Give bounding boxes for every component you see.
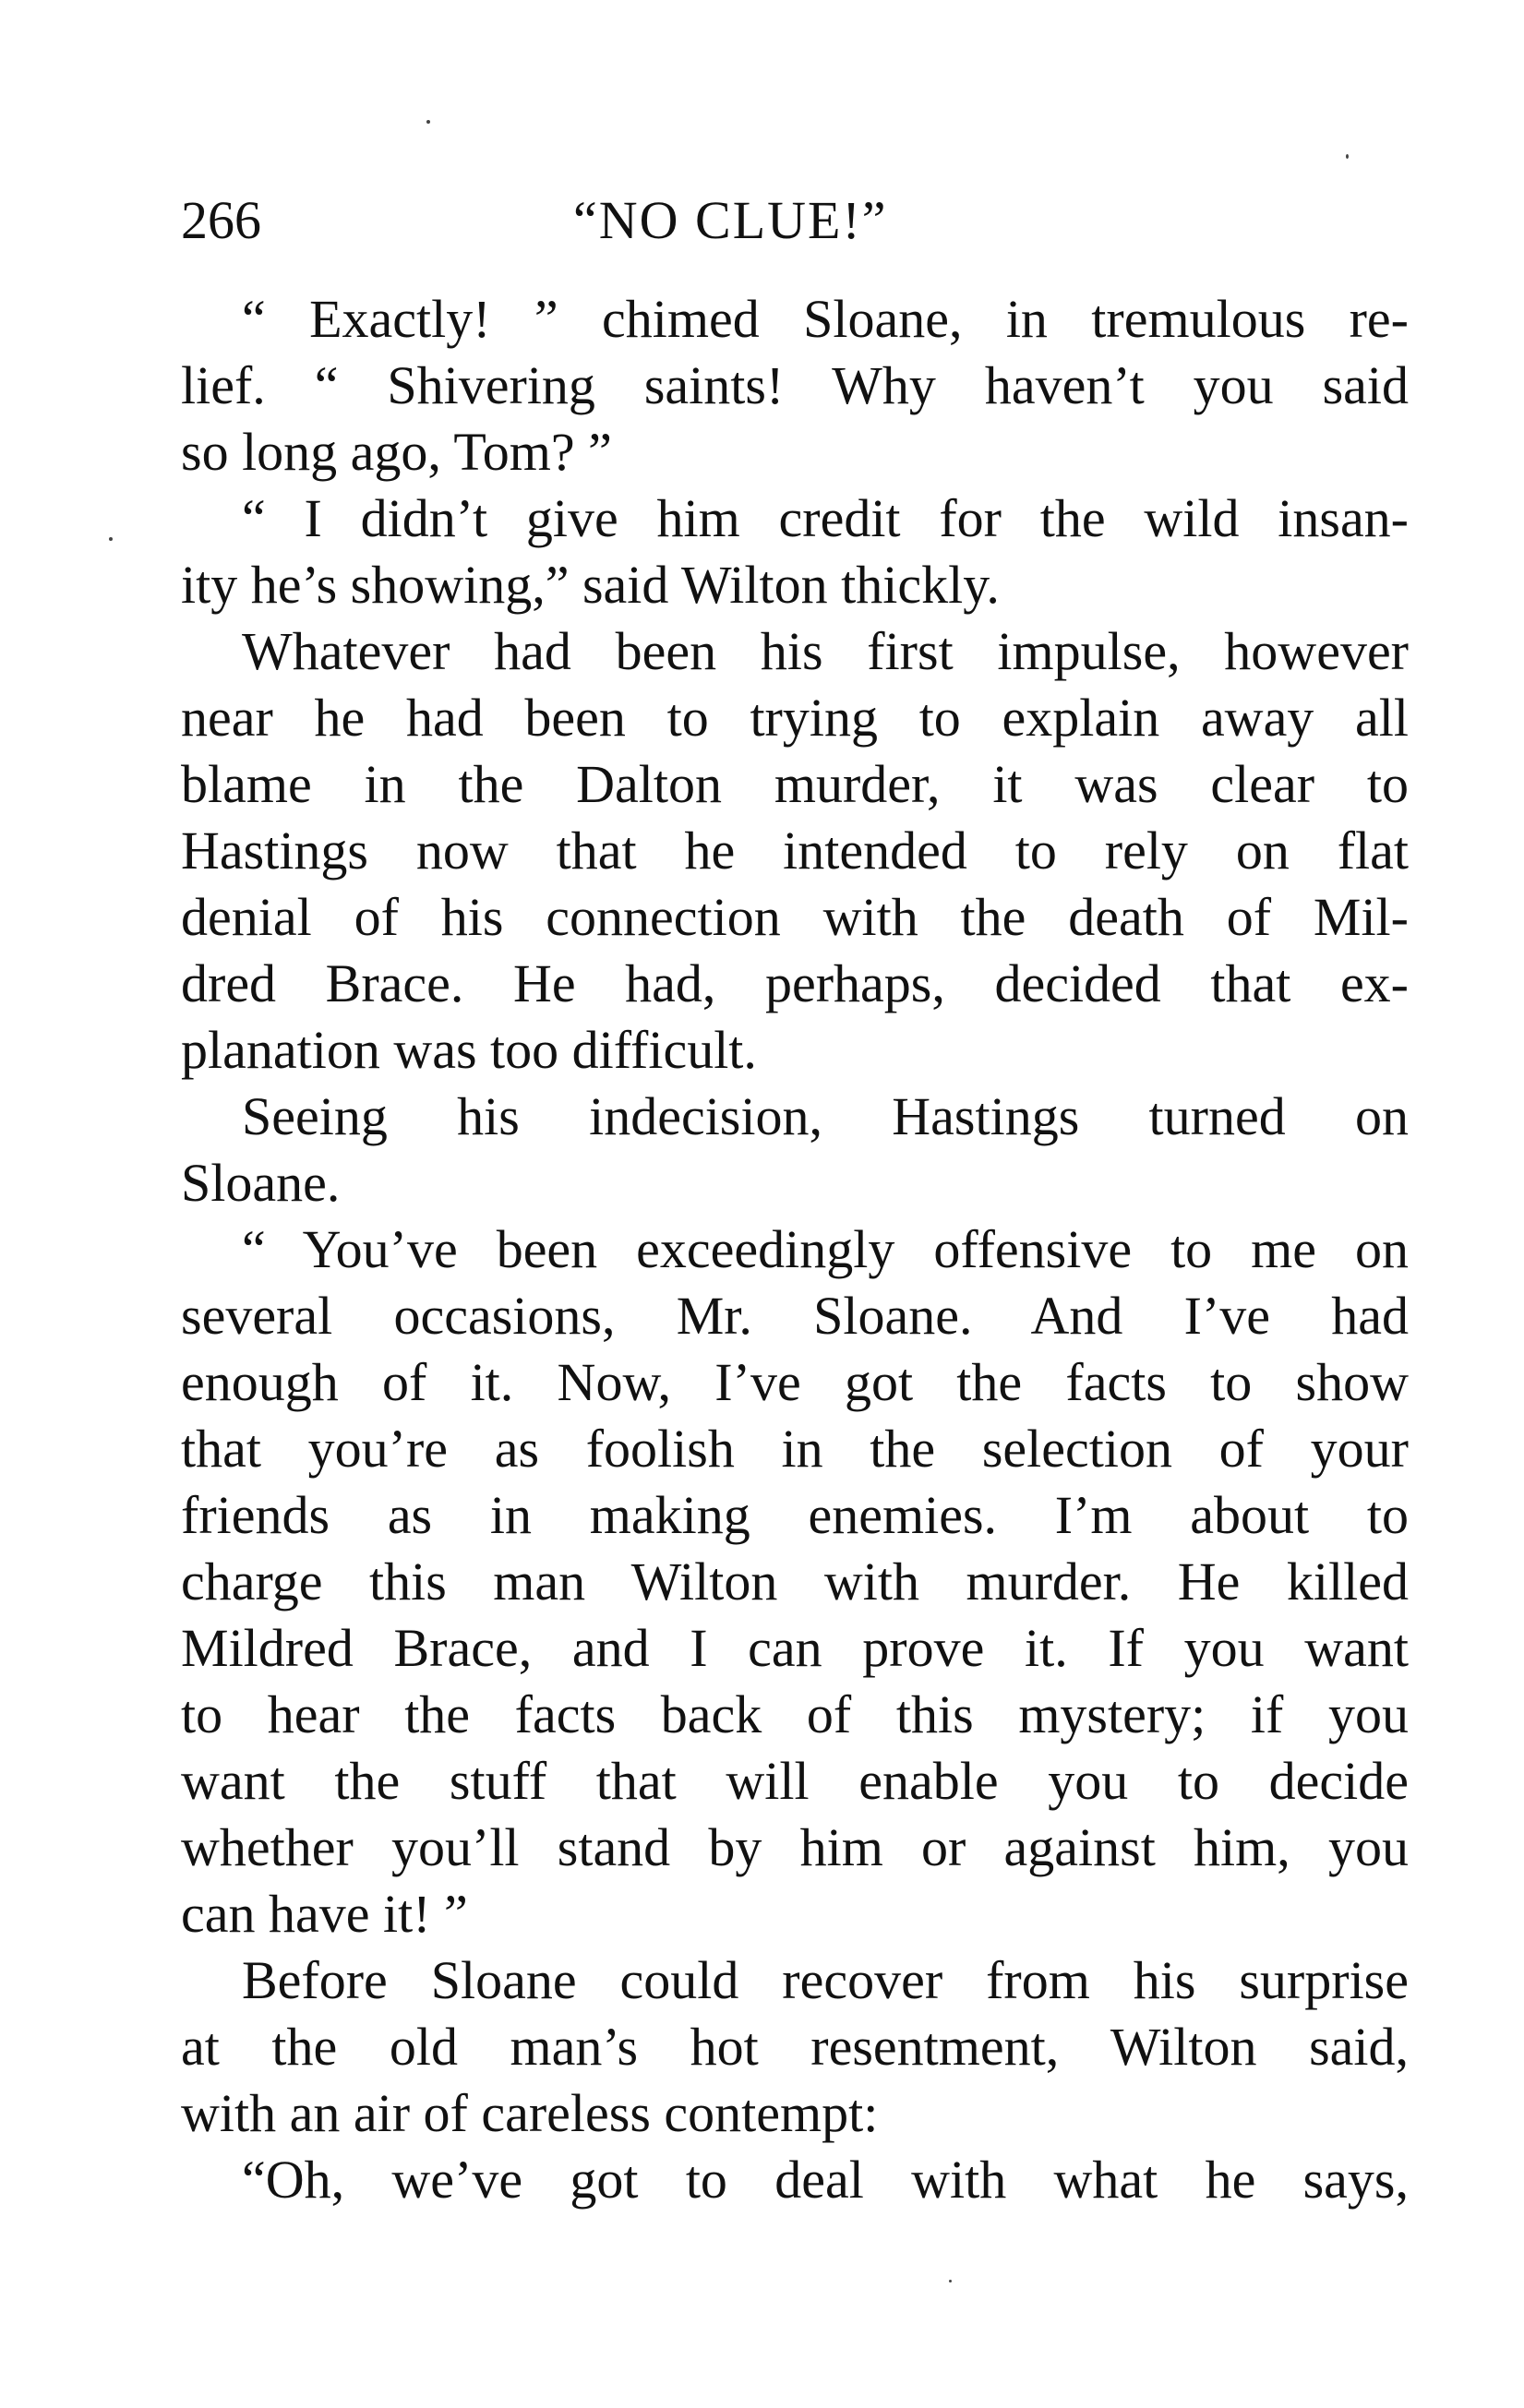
text-line: planation was too difficult. bbox=[181, 1020, 757, 1080]
paper-speck bbox=[109, 537, 113, 541]
text-line: lief. “ Shivering saints! Why haven’t you said bbox=[181, 355, 1409, 415]
text-line: Before Sloane could recover from his surprise bbox=[242, 1950, 1409, 2010]
text-line: near he had been to trying to explain away all bbox=[181, 688, 1409, 748]
text-line: that you’re as foolish in the selection of your bbox=[181, 1419, 1409, 1479]
text-line: Mildred Brace, and I can prove it. If you want bbox=[181, 1618, 1409, 1678]
text-line: denial of his connection with the death of Mil- bbox=[181, 887, 1409, 947]
paper-speck bbox=[426, 120, 430, 124]
text-line: Whatever had been his first impulse, however bbox=[242, 621, 1409, 681]
text-line: charge this man Wilton with murder. He killed bbox=[181, 1551, 1409, 1611]
text-line: Seeing his indecision, Hastings turned on bbox=[242, 1086, 1409, 1146]
text-line: Sloane. bbox=[181, 1153, 341, 1213]
text-line: Hastings now that he intended to rely on flat bbox=[181, 821, 1409, 881]
text-line: several occasions, Mr. Sloane. And I’ve had bbox=[181, 1286, 1409, 1346]
text-line: “ You’ve been exceedingly offensive to me on bbox=[242, 1219, 1409, 1279]
running-title: “NO CLUE!” bbox=[573, 190, 888, 250]
page-number: 266 bbox=[181, 190, 261, 250]
paper-speck bbox=[949, 2280, 952, 2282]
text-line: so long ago, Tom? ” bbox=[181, 422, 612, 482]
text-line: friends as in making enemies. I’m about to bbox=[181, 1485, 1409, 1545]
text-line: want the stuff that will enable you to decide bbox=[181, 1751, 1409, 1811]
text-line: dred Brace. He had, perhaps, decided that ex- bbox=[181, 953, 1409, 1013]
text-line: with an air of careless contempt: bbox=[181, 2083, 879, 2143]
text-line: blame in the Dalton murder, it was clear to bbox=[181, 754, 1409, 814]
text-line: “Oh, we’ve got to deal with what he says, bbox=[242, 2150, 1409, 2210]
text-line: can have it! ” bbox=[181, 1884, 468, 1944]
text-line: to hear the facts back of this mystery; if you bbox=[181, 1684, 1409, 1744]
text-line: “ Exactly! ” chimed Sloane, in tremulous re- bbox=[242, 289, 1409, 349]
page-header bbox=[181, 189, 1409, 254]
text-line: ity he’s showing,” said Wilton thickly. bbox=[181, 555, 1000, 615]
text-line: enough of it. Now, I’ve got the facts to show bbox=[181, 1352, 1409, 1412]
text-line: at the old man’s hot resentment, Wilton said, bbox=[181, 2017, 1409, 2077]
paper-speck bbox=[1346, 154, 1349, 159]
text-line: “ I didn’t give him credit for the wild insan- bbox=[242, 488, 1409, 548]
text-line: whether you’ll stand by him or against him, you bbox=[181, 1817, 1409, 1877]
